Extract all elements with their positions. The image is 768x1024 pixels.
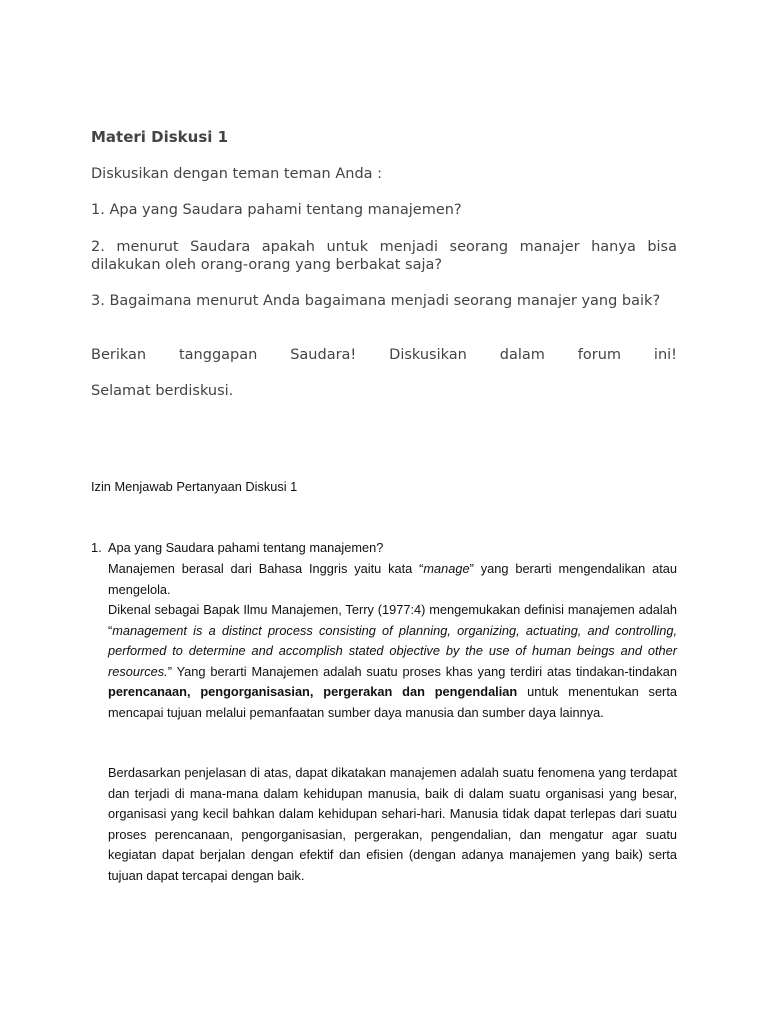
paragraph-definition bbox=[108, 600, 677, 723]
definition-text-3: untuk menentukan serta mencapai tujuan melalui pemanfaatan sumber daya manusia dan sumber daya lainnya. bbox=[108, 684, 677, 720]
etymology-term: manage bbox=[423, 561, 470, 576]
definition-key-terms: perencanaan, pengorganisasian, pergerakan dan pengendalian bbox=[108, 684, 518, 699]
etymology-text-1: Manajemen berasal dari Bahasa Inggris yaitu kata “ bbox=[108, 561, 424, 576]
discussion-intro: Diskusikan dengan teman teman Anda : bbox=[91, 166, 383, 182]
definition-quote: management is a distinct process consisting of planning, organizing, actuating, and controlling, performed to determine and accomplish stated objective by the use of human beings and other resources. bbox=[108, 622, 677, 679]
question-1: 1. Apa yang Saudara pahami tentang manajemen? bbox=[91, 202, 462, 218]
paragraph-etymology bbox=[108, 559, 677, 600]
discussion-title: Materi Diskusi 1 bbox=[91, 128, 229, 146]
etymology-text-2: ” yang berarti mengendalikan atau mengelola. bbox=[108, 561, 677, 597]
discussion-prompt: Berikan tanggapan Saudara! Diskusikan dalam forum ini! bbox=[91, 347, 677, 363]
definition-text-2: ” Yang berarti Manajemen adalah suatu proses khas yang terdiri atas tindakan-tindakan bbox=[167, 663, 677, 679]
list-item-number: 1. bbox=[91, 540, 102, 555]
question-3: 3. Bagaimana menurut Anda bagaimana menjadi seorang manajer yang baik? bbox=[91, 293, 661, 309]
closing-line: Selamat berdiskusi. bbox=[91, 383, 234, 399]
paragraph-conclusion: Berdasarkan penjelasan di atas, dapat dikatakan manajemen adalah suatu fenomena yang terdapat dan terjadi di mana-mana dalam kehidupan manusia, baik di dalam suatu organisasi yang besar, organisasi yang kecil bahkan dalam kehidupan sehari-hari. Manusia tidak dapat terlepas dari suatu proses perencanaan, pengorganisasian, pergerakan, pengendalian, dan mengatur agar suatu kegiatan dapat berjalan dengan efektif dan efisien (dengan adanya manajemen yang baik) serta tujuan dapat tercapai dengan baik. bbox=[108, 765, 677, 883]
definition-text-1: Dikenal sebagai Bapak Ilmu Manajemen, Terry (1977:4) mengemukakan definisi manajemen adalah “ bbox=[108, 602, 677, 638]
question-2: 2. menurut Saudara apakah untuk menjadi seorang manajer hanya bisa dilakukan oleh orang-orang yang berbakat saja? bbox=[91, 239, 677, 273]
list-item-question: Apa yang Saudara pahami tentang manajemen? bbox=[108, 540, 384, 555]
answer-heading: Izin Menjawab Pertanyaan Diskusi 1 bbox=[91, 479, 298, 494]
